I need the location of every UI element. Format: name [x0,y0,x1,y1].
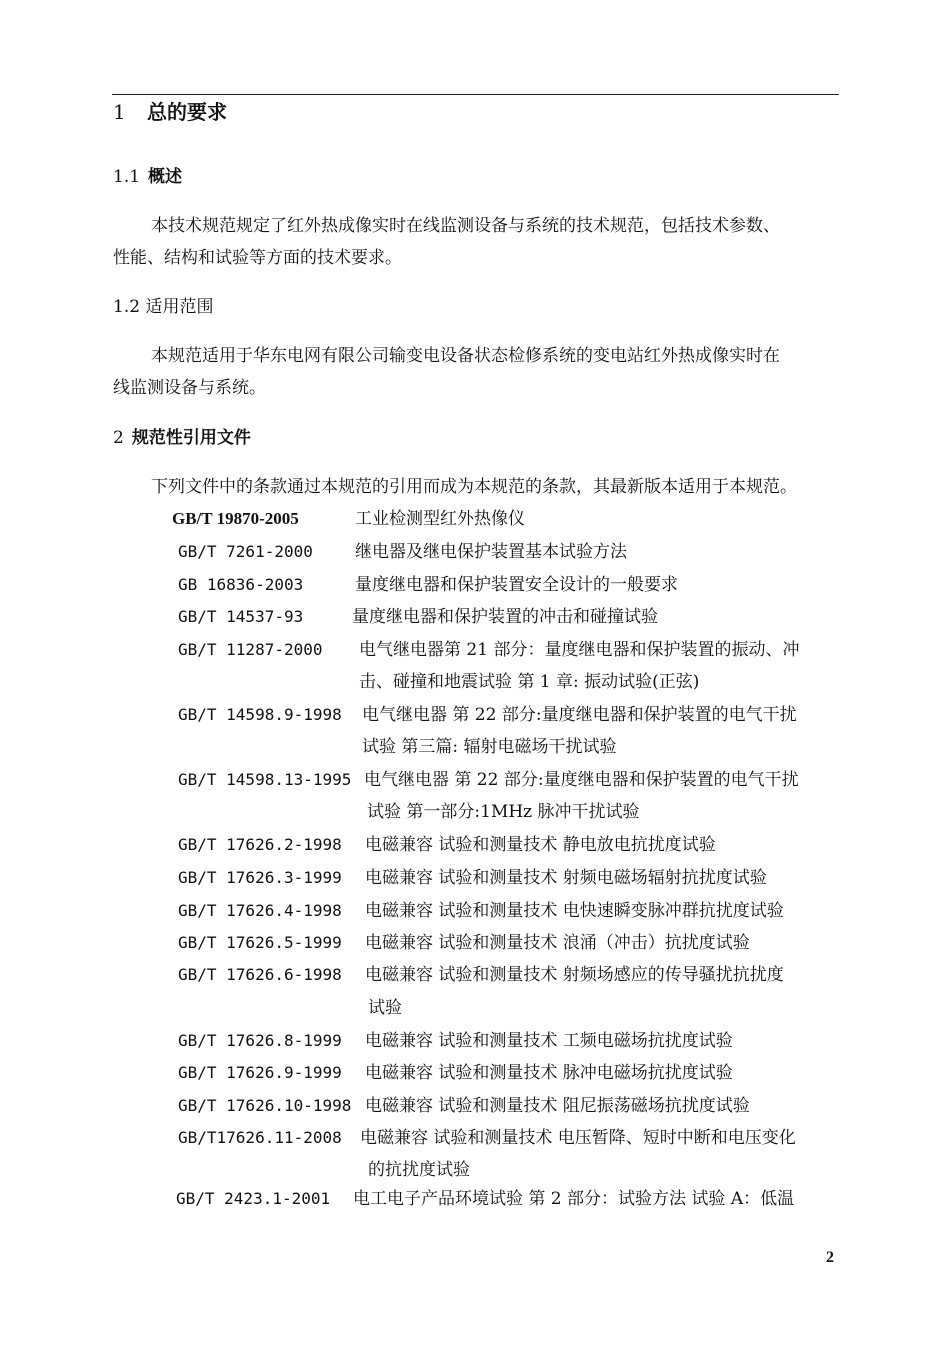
section-2-number: 2 [113,428,124,448]
reference-title: 电磁兼容 试验和测量技术 射频电磁场辐射抗扰度试验 [365,868,767,888]
section-1-2-title: 适用范围 [145,297,214,317]
reference-code: GB/T 7261-2000 [178,542,313,561]
reference-title-continued: 击、碰撞和地震试验 第 1 章: 振动试验(正弦) [359,672,700,692]
reference-title: 电磁兼容 试验和测量技术 阻尼振荡磁场抗扰度试验 [365,1096,750,1116]
reference-title: 电磁兼容 试验和测量技术 射频场感应的传导骚扰抗扰度 [365,965,784,985]
reference-code: GB/T 14537-93 [178,607,304,626]
section-1-number: 1 [113,100,126,124]
overview-line-2: 性能、结构和试验等方面的技术要求。 [113,248,402,268]
reference-title-continued: 的抗扰度试验 [368,1160,470,1180]
section-1-1-number: 1.1 [113,167,141,187]
reference-title: 电工电子产品环境试验 第 2 部分：试验方法 试验 A：低温 [353,1189,795,1209]
section-1-1-title: 概述 [148,167,183,187]
section-1-heading [113,98,227,126]
reference-title: 电磁兼容 试验和测量技术 脉冲电磁场抗扰度试验 [365,1063,733,1083]
section-1-2-heading [113,295,213,319]
scope-line-2: 线监测设备与系统。 [113,378,266,398]
reference-title: 电磁兼容 试验和测量技术 静电放电抗扰度试验 [365,835,716,855]
section-1-title: 总的要求 [147,100,227,124]
header-rule [112,94,839,95]
reference-title-continued: 试验 第一部分:1MHz 脉冲干扰试验 [367,802,640,822]
reference-title-continued: 试验 第三篇: 辐射电磁场干扰试验 [362,737,617,757]
reference-title: 电气继电器 第 22 部分:量度继电器和保护装置的电气干扰 [362,705,797,725]
reference-code: GB/T17626.11-2008 [178,1128,342,1147]
section-2-title: 规范性引用文件 [131,428,251,448]
references-intro: 下列文件中的条款通过本规范的引用而成为本规范的条款，其最新版本适用于本规范。 [151,477,797,497]
reference-code: GB/T 17626.10-1998 [178,1096,352,1115]
reference-title: 工业检测型红外热像仪 [355,509,525,529]
reference-title: 电磁兼容 试验和测量技术 工频电磁场抗扰度试验 [365,1031,733,1051]
reference-code: GB/T 17626.5-1999 [178,933,342,952]
reference-title: 量度继电器和保护装置的冲击和碰撞试验 [352,607,658,627]
reference-code: GB/T 17626.4-1998 [178,901,342,920]
reference-code: GB/T 14598.13-1995 [178,770,352,789]
reference-code: GB/T 17626.8-1999 [178,1031,342,1050]
reference-code: GB/T 19870-2005 [172,509,299,528]
reference-code: GB/T 17626.6-1998 [178,965,342,984]
section-1-1-heading [113,165,182,189]
reference-title: 量度继电器和保护装置安全设计的一般要求 [355,575,678,595]
reference-title-continued: 试验 [368,998,402,1018]
reference-title: 电磁兼容 试验和测量技术 电压暂降、短时中断和电压变化 [360,1128,796,1148]
reference-code: GB/T 17626.2-1998 [178,835,342,854]
scope-line-1: 本规范适用于华东电网有限公司输变电设备状态检修系统的变电站红外热成像实时在 [151,346,780,366]
reference-code: GB/T 11287-2000 [178,640,323,659]
reference-code: GB 16836-2003 [178,575,304,594]
reference-code: GB/T 14598.9-1998 [178,705,342,724]
section-1-2-number: 1.2 [113,297,141,317]
section-2-heading [113,426,251,450]
reference-code: GB/T 2423.1-2001 [176,1189,331,1208]
reference-title: 继电器及继电保护装置基本试验方法 [355,542,627,562]
reference-title: 电磁兼容 试验和测量技术 电快速瞬变脉冲群抗扰度试验 [365,901,784,921]
overview-line-1: 本技术规范规定了红外热成像实时在线监测设备与系统的技术规范，包括技术参数、 [151,216,780,236]
reference-code: GB/T 17626.9-1999 [178,1063,342,1082]
reference-title: 电气继电器第 21 部分：量度继电器和保护装置的振动、冲 [359,640,800,660]
reference-title: 电磁兼容 试验和测量技术 浪涌（冲击）抗扰度试验 [365,933,750,953]
reference-code: GB/T 17626.3-1999 [178,868,342,887]
page-number: 2 [826,1249,834,1266]
reference-title: 电气继电器 第 22 部分:量度继电器和保护装置的电气干扰 [364,770,799,790]
